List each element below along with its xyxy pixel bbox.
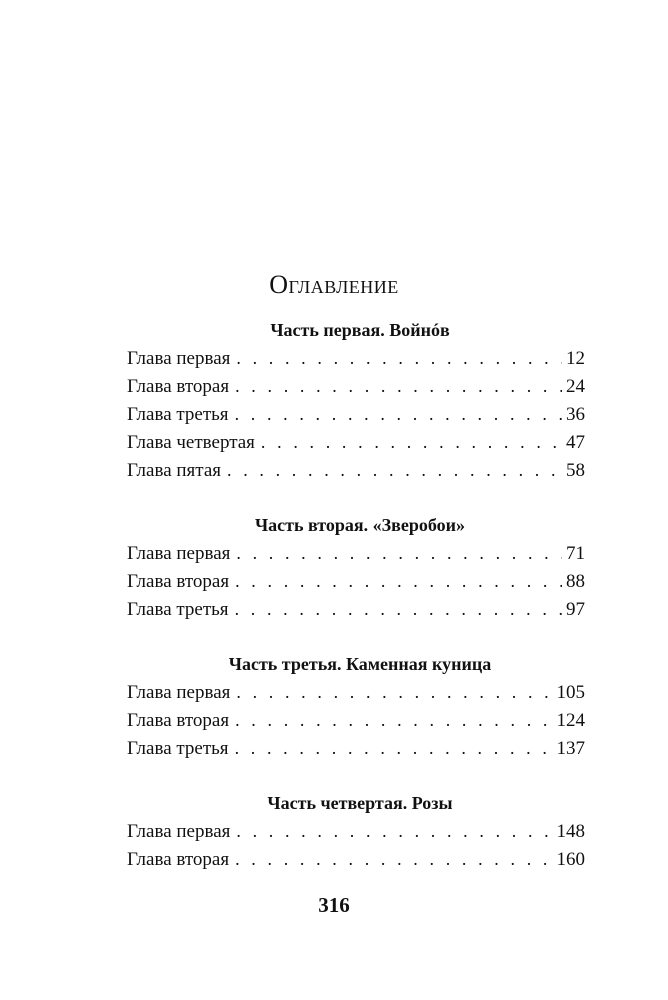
chapter-page: 71 xyxy=(566,543,585,564)
dot-leader xyxy=(236,539,562,567)
chapter-label: Глава четвертая xyxy=(127,432,255,453)
chapter-label: Глава третья xyxy=(127,404,229,425)
chapter-page: 124 xyxy=(556,710,585,731)
chapter-page: 148 xyxy=(556,821,585,842)
dot-leader xyxy=(235,567,562,595)
dot-leader xyxy=(261,428,562,456)
chapter-label: Глава вторая xyxy=(127,376,230,397)
dot-leader xyxy=(235,734,553,762)
toc-entry[interactable] xyxy=(127,817,585,845)
chapter-page: 47 xyxy=(566,432,585,453)
toc-entry[interactable] xyxy=(127,595,585,623)
chapter-label: Глава вторая xyxy=(127,710,230,731)
chapter-label: Глава первая xyxy=(127,682,231,703)
toc-entry[interactable] xyxy=(127,372,585,400)
toc-part-2 xyxy=(127,511,585,623)
table-of-contents xyxy=(127,316,585,900)
chapter-page: 105 xyxy=(556,682,585,703)
toc-entry[interactable] xyxy=(127,678,585,706)
page-number: 316 xyxy=(318,893,350,917)
chapter-label: Глава третья xyxy=(127,599,229,620)
dot-leader xyxy=(236,678,552,706)
dot-leader xyxy=(227,456,562,484)
chapter-label: Глава первая xyxy=(127,348,231,369)
toc-entry[interactable] xyxy=(127,428,585,456)
chapter-label: Глава вторая xyxy=(127,571,230,592)
toc-entry[interactable] xyxy=(127,706,585,734)
chapter-page: 88 xyxy=(566,571,585,592)
toc-entry[interactable] xyxy=(127,845,585,873)
dot-leader xyxy=(235,595,562,623)
toc-entry[interactable] xyxy=(127,539,585,567)
chapter-page: 58 xyxy=(566,460,585,481)
chapter-label: Глава первая xyxy=(127,543,231,564)
part-title: Часть четвертая. Розы xyxy=(267,793,453,813)
chapter-label: Глава пятая xyxy=(127,460,221,481)
toc-entry[interactable] xyxy=(127,734,585,762)
toc-part-3 xyxy=(127,650,585,762)
dot-leader xyxy=(235,706,552,734)
dot-leader xyxy=(235,400,562,428)
chapter-page: 36 xyxy=(566,404,585,425)
chapter-label: Глава первая xyxy=(127,821,231,842)
chapter-page: 97 xyxy=(566,599,585,620)
chapter-label: Глава вторая xyxy=(127,849,230,870)
dot-leader xyxy=(235,372,562,400)
toc-part-4 xyxy=(127,789,585,873)
part-title: Часть третья. Каменная куница xyxy=(228,654,492,674)
chapter-page: 24 xyxy=(566,376,585,397)
dot-leader xyxy=(236,344,562,372)
chapter-label: Глава третья xyxy=(127,738,229,759)
toc-entry[interactable] xyxy=(127,567,585,595)
toc-entry[interactable] xyxy=(127,456,585,484)
part-title: Часть первая. Войнóв xyxy=(270,320,450,340)
chapter-page: 12 xyxy=(566,348,585,369)
chapter-page: 160 xyxy=(556,849,585,870)
toc-entry[interactable] xyxy=(127,400,585,428)
toc-title: Оглавление xyxy=(269,270,399,299)
toc-part-1 xyxy=(127,316,585,484)
dot-leader xyxy=(236,817,552,845)
toc-entry[interactable] xyxy=(127,344,585,372)
chapter-page: 137 xyxy=(556,738,585,759)
part-title: Часть вторая. «Зверобои» xyxy=(254,515,466,535)
dot-leader xyxy=(235,845,552,873)
